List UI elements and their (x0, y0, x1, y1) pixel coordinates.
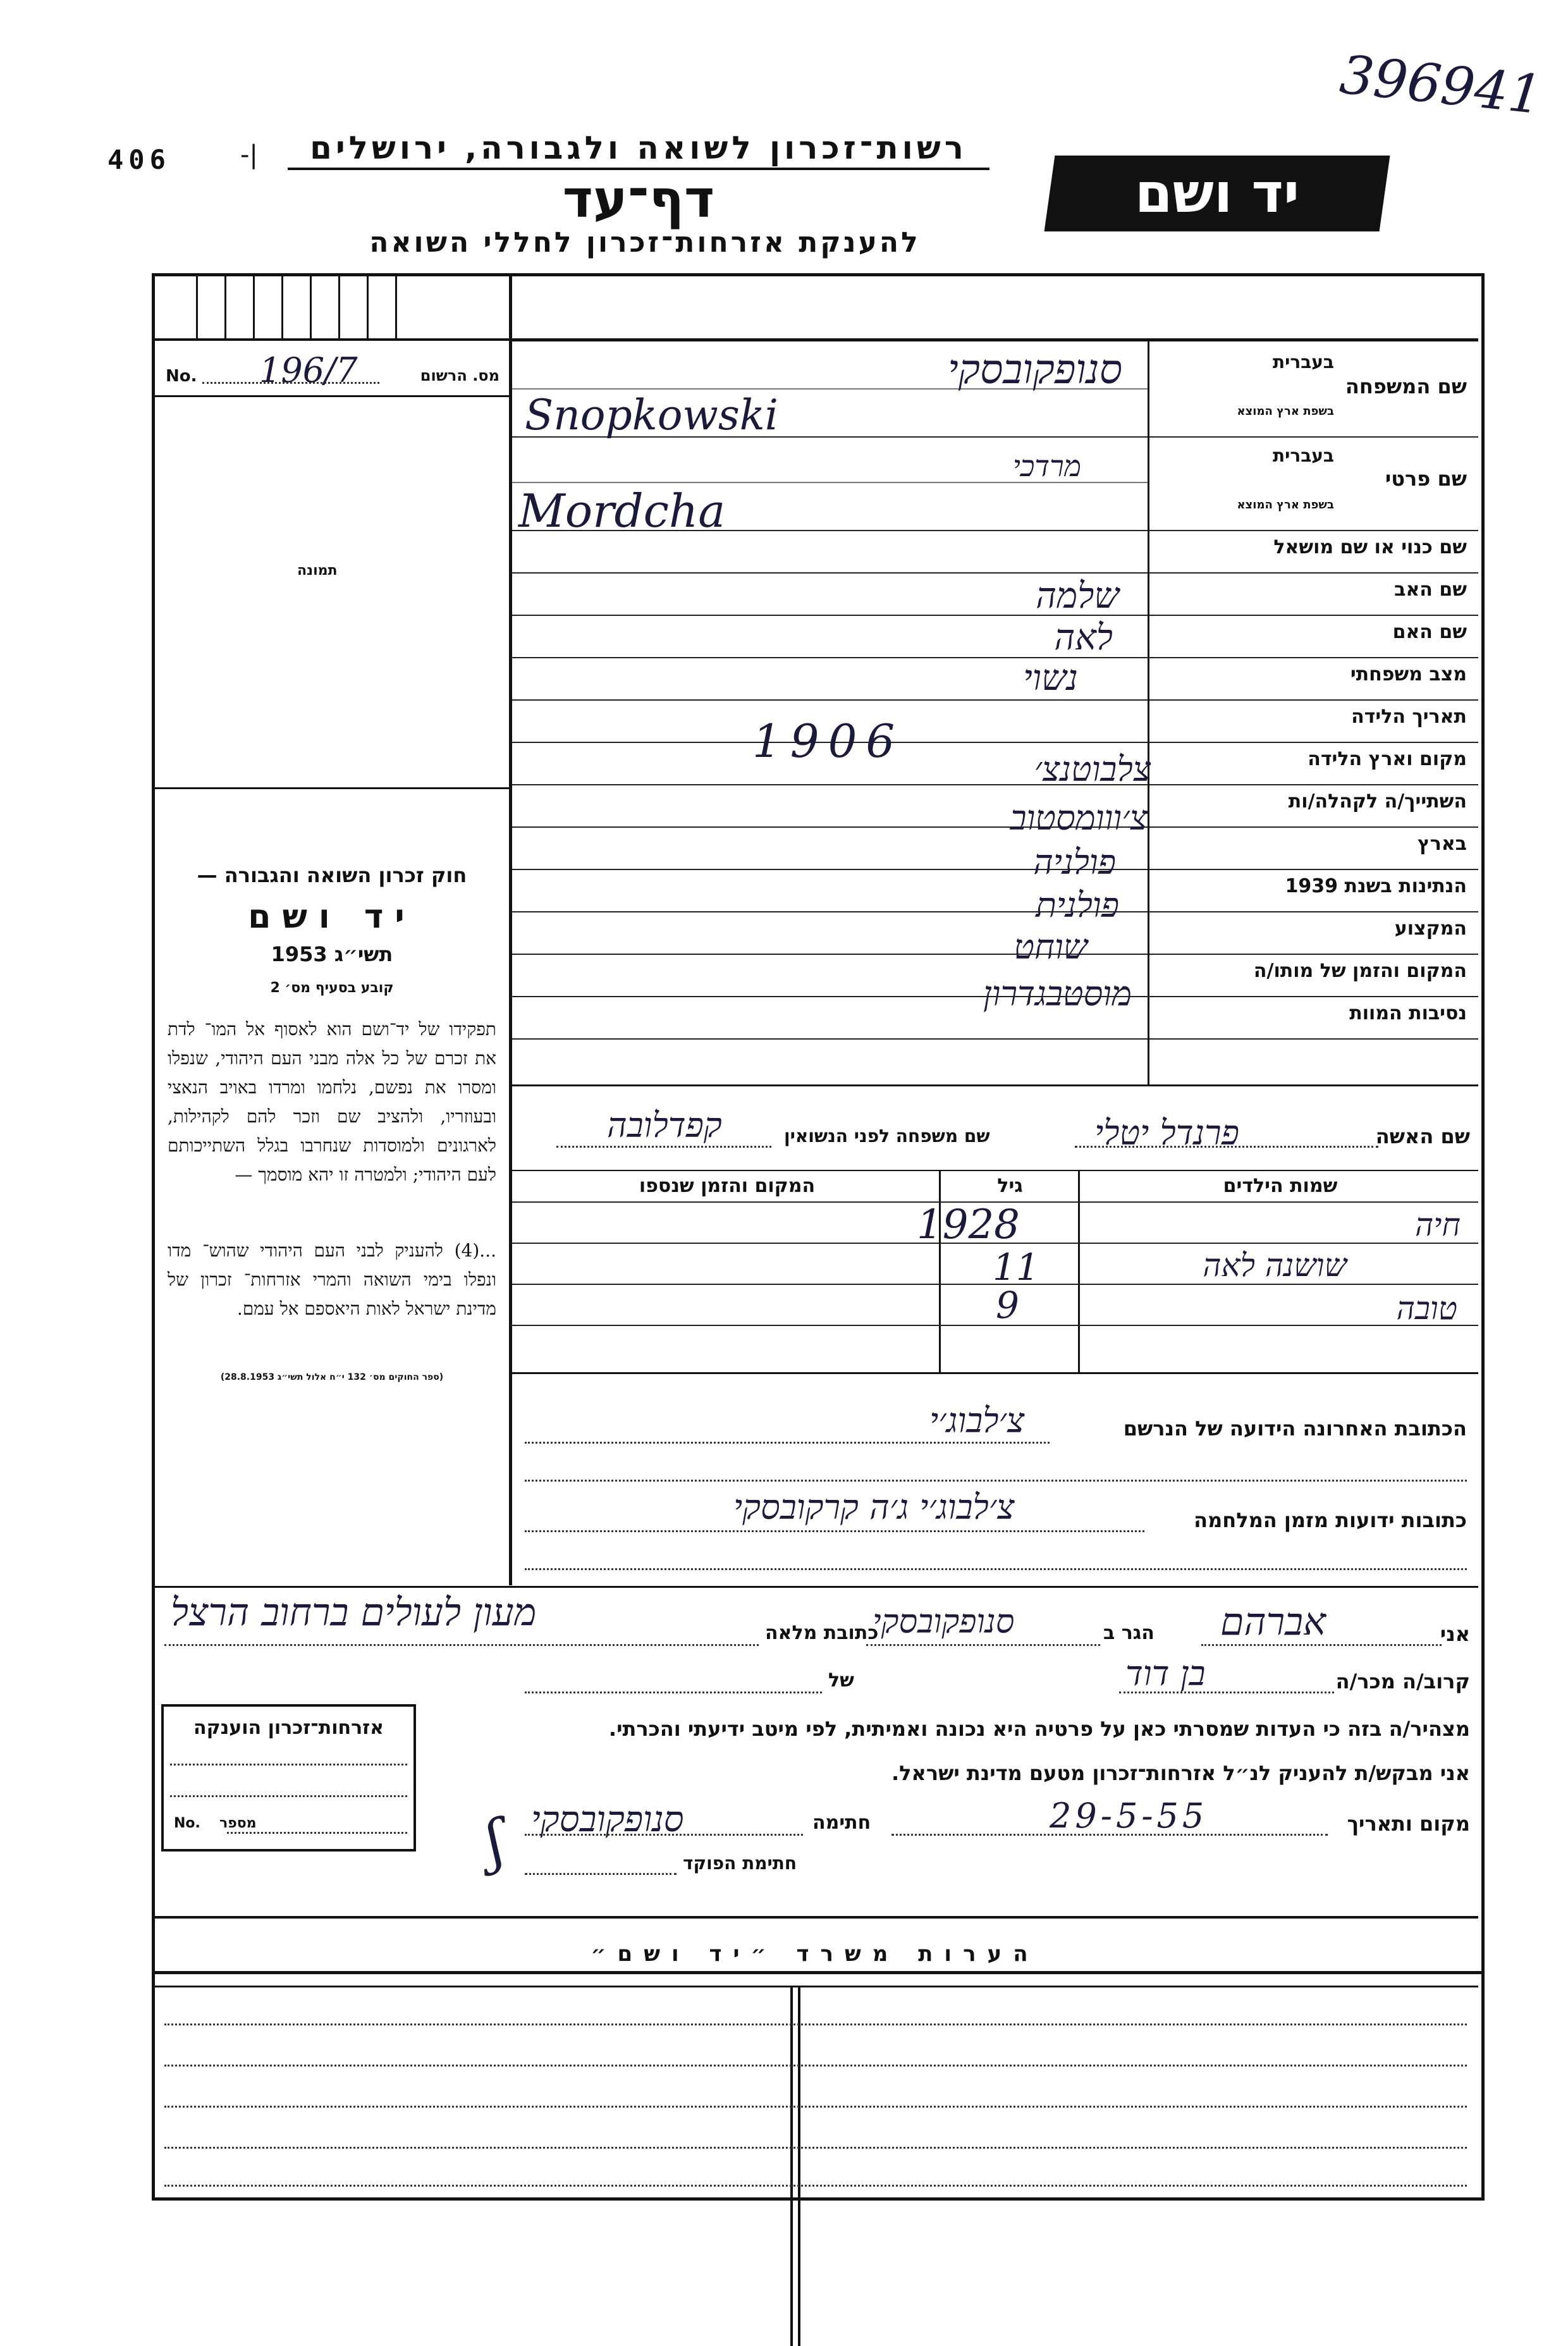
child-age: 1928 (917, 1201, 1020, 1248)
request-text: אני מבקש/ת להעניק לנ״ל אזרחות־זכרון מטעם מדינת ישראל. (891, 1761, 1470, 1785)
organization-line: רשות־זכרון לשואה ולגבורה, ירושלים (288, 130, 989, 170)
family-name-label: שם המשפחה (1345, 374, 1467, 398)
law-yad-vashem: יד ושם (248, 898, 416, 936)
first-name-hebrew-tag: בעברית (1272, 445, 1334, 466)
declarant-i-label: אני (1440, 1622, 1470, 1646)
registration-row: No. 196/7 מס. הרשום (166, 350, 499, 390)
mother-label: שם האם (1392, 621, 1467, 643)
wartime-address-value: צ׳לבוג׳י ג׳ה קרקובסקי (733, 1487, 1015, 1527)
community-label: השתייך/ה לקהלה/ות (1288, 790, 1467, 813)
death-circumstances-label: נסיבות המוות (1349, 1002, 1467, 1024)
office-notes-title: הערות משרד ״יד ושם״ (591, 1941, 1039, 1967)
family-name-hebrew-value: סנופקובסקי (947, 347, 1122, 393)
profession-value: שוחט (1014, 927, 1087, 967)
children-age-header: גיל (997, 1175, 1023, 1197)
citizenship-granted-box: אזרחות־זכרון הוענקה No. מספר (161, 1704, 416, 1852)
wife-label: שם האשה (1375, 1124, 1470, 1148)
mother-value: לאה (1054, 617, 1113, 658)
law-paragraph-1: תפקידו של יד־ושם הוא לאסוף אל המו־ לדת את זכרם של כל אלה מבני העם היהודי, שנפלו ומסרו את נפשם, נלחמו ומרדו באויב הנאצי ובעוזריו, ולהציב שם וזכר להם לקהילות, לארגונים ולמוסדות שנחרבו בגלל השתייכותם לעם היהודי; ולמטרה זו יהא מוסמך — (168, 1019, 496, 1185)
children-names-header: שמות הילדים (1223, 1175, 1338, 1197)
place-date-label: מקום ותאריך (1347, 1812, 1470, 1836)
family-name-latin-value: Snopkowski (525, 391, 778, 439)
law-footnote: (ספר החוקים מס׳ 132 י״ח אלול תשי״ג 28.8.1953) (220, 1372, 444, 1382)
family-name-hebrew-tag: בעברית (1272, 352, 1334, 372)
death-place-value: מוסטבגדרון (983, 974, 1132, 1014)
father-label: שם האב (1394, 579, 1467, 601)
signature-label: חתימה (812, 1812, 871, 1834)
first-name-origin-tag: בשפת ארץ המוצא (1237, 498, 1334, 512)
children-place-header: המקום והזמן שנספו (639, 1175, 816, 1197)
citizenship-value: פולנית (1035, 885, 1119, 925)
country-label: בארץ (1417, 833, 1467, 855)
stub-boxes (161, 276, 503, 338)
law-section: קובע בסעיף מס׳ 2 (270, 980, 394, 996)
profession-label: המקצוע (1394, 918, 1467, 940)
page-number: 406 (107, 144, 171, 175)
birth-place-value: צלבוטנצ׳ (1034, 749, 1151, 789)
alias-label: שם כנוי או שם מושאל (1273, 536, 1467, 558)
full-address-label: כתובת מלאה (765, 1622, 879, 1644)
page-number-mark: -| (240, 140, 258, 169)
child-name: שושנה לאה (1203, 1247, 1347, 1284)
form-subtitle: להענקת אזרחות־זכרון לחללי השואה (369, 226, 921, 259)
registration-number: 196/7 (259, 350, 358, 390)
maiden-name-value: קפדלובה (607, 1105, 722, 1145)
father-value: שלמה (1036, 575, 1119, 617)
declarant-name: אברהם (1220, 1600, 1326, 1644)
law-year: תשי״ג 1953 (271, 942, 393, 966)
photo-label: תמונה (297, 563, 338, 579)
child-age: 11 (993, 1246, 1039, 1289)
marital-status-label: מצב משפחתי (1350, 663, 1467, 685)
relative-label: קרוב/ה מכר/ה (1335, 1669, 1470, 1693)
death-place-label: המקום והזמן של מותו/ה (1253, 960, 1467, 982)
signature-scribble: ʃ (478, 1807, 511, 1876)
law-paragraph-2: ...(4) להעניק לבני העם היהודי שהוש־ מדו ונפלו בימי השואה והמרי אזרחות־ זכרון של מדינת ישראל לאות היאספם אל עמם. (168, 1240, 496, 1319)
yad-vashem-logo: יד ושם (1044, 156, 1390, 231)
declarant-resides-label: הגר ב (1103, 1622, 1155, 1644)
marital-status-value: נשוי (1023, 658, 1078, 699)
first-name-label: שם פרטי (1385, 467, 1467, 491)
maiden-name-label: שם משפחה לפני הנשואין (784, 1126, 990, 1146)
wife-value: פרנדל יטלי (1094, 1113, 1239, 1153)
family-name-origin-tag: בשפת ארץ המוצא (1237, 405, 1334, 418)
officer-signature-label: חתימת הפוקד (683, 1853, 797, 1874)
handwritten-serial: 396941 (1337, 43, 1546, 126)
child-name: טובה (1396, 1290, 1457, 1327)
relative-value: בן דוד (1125, 1654, 1206, 1693)
law-heading: חוק זכרון השואה והגבורה — (197, 863, 467, 887)
country-value: פולניה (1033, 842, 1116, 882)
declaration-text: מצהיר/ה בזה כי העדות שמסרתי כאן על פרטיה היא נכונה ואמיתית, לפי מיטב ידיעתי והכרתי. (608, 1717, 1470, 1741)
form-title: דף־עד (562, 169, 715, 230)
child-age: 9 (996, 1284, 1019, 1327)
last-address-label: הכתובת האחרונה הידועה של הנרשם (1123, 1416, 1467, 1440)
notes-frame (152, 1916, 1485, 2201)
community-value: צ׳ווומסטוב (1010, 798, 1148, 838)
first-name-latin-value: Mordcha (518, 484, 726, 537)
birth-date-value: 1906 (752, 715, 904, 768)
last-address-value: צ׳לבוג׳י (929, 1401, 1025, 1440)
declarant-signature: סנופקובסקי (531, 1799, 684, 1840)
birth-place-label: מקום וארץ הלידה (1308, 748, 1467, 770)
child-name: חיה (1415, 1207, 1461, 1243)
citizenship-label: הנתינות בשנת 1939 (1285, 875, 1467, 897)
relative-of-label: של (828, 1669, 854, 1692)
birth-date-label: תאריך הלידה (1351, 706, 1467, 728)
full-address-value: מעון לעולים ברחוב הרצל (171, 1590, 537, 1635)
place-date-value: 29-5-55 (1050, 1796, 1208, 1836)
wartime-address-label: כתובות ידועות מזמן המלחמה (1194, 1508, 1467, 1532)
first-name-hebrew-value: מרדכי (1012, 449, 1081, 483)
declarant-resides-value: סנופקובסקי (873, 1603, 1015, 1641)
